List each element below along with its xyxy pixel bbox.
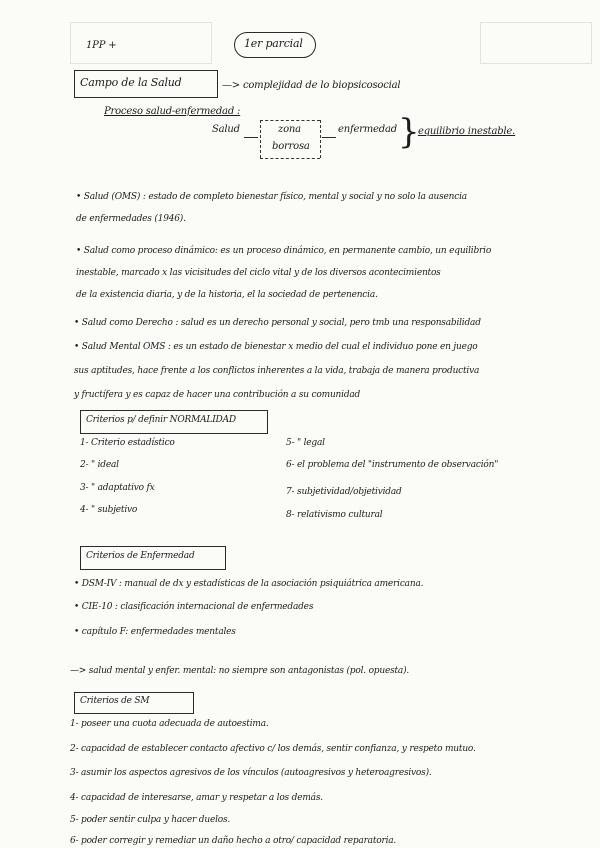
sm-item: 2- capacidad de establecer contacto afectivo c/ los demás, sentir confianza, y respeto mutuo. xyxy=(70,744,476,754)
sm-title: Criterios de SM xyxy=(80,696,150,706)
normalidad-item: 4- " subjetivo xyxy=(80,505,138,515)
diagram-borrosa: borrosa xyxy=(272,141,310,152)
sm-item: 5- poder sentir culpa y hacer duelos. xyxy=(70,815,231,825)
def-mental-line3: y fructífera y es capaz de hacer una contribución a su comunidad xyxy=(74,390,361,400)
sm-item: 3- asumir los aspectos agresivos de los vínculos (autoagresivos y heteroagresivos). xyxy=(70,768,432,778)
diagram-salud: Salud xyxy=(212,124,240,135)
normalidad-item: 2- " ideal xyxy=(80,460,119,470)
diagram-brace: } xyxy=(398,112,420,152)
section-subtitle: —> complejidad de lo biopsicosocial xyxy=(222,80,401,91)
enfermedad-note: —> salud mental y enfer. mental: no siempre son antagonistas (pol. opuesta). xyxy=(70,666,410,676)
diagram-box-right xyxy=(320,120,321,158)
def-dynamic-line3: de la existencia diaria, y de la historia, el la sociedad de pertenencia. xyxy=(76,290,378,300)
normalidad-item: 6- el problema del "instrumento de observación" xyxy=(286,460,499,470)
def-oms-line2: de enfermedades (1946). xyxy=(76,214,186,224)
diagram-line-left xyxy=(244,137,258,138)
diagram-line-right xyxy=(322,137,336,138)
section-title: Campo de la Salud xyxy=(80,76,182,89)
def-oms-line1: • Salud (OMS) : estado de completo bienestar físico, mental y social y no solo la ausencia xyxy=(76,192,467,202)
diagram-box-bottom xyxy=(260,158,320,159)
enfermedad-item: • CIE-10 : clasificación internacional de enfermedades xyxy=(74,602,314,612)
diagram-box-top xyxy=(260,120,320,121)
process-label: Proceso salud-enfermedad : xyxy=(104,106,241,117)
diagram-enfermedad: enfermedad xyxy=(338,124,397,135)
exam-label: 1er parcial xyxy=(244,37,303,50)
course-label: 1PP + xyxy=(86,40,117,51)
normalidad-title: Criterios p/ definir NORMALIDAD xyxy=(86,415,236,425)
normalidad-item: 5- " legal xyxy=(286,438,325,448)
enfermedad-item: • DSM-IV : manual de dx y estadísticas de la asociación psiquiátrica americana. xyxy=(74,579,424,589)
def-dynamic-line2: inestable, marcado x las vicisitudes del ciclo vital y de los diversos acontecimientos xyxy=(76,268,441,278)
normalidad-item: 7- subjetividad/objetividad xyxy=(286,487,402,497)
def-mental-line1: • Salud Mental OMS : es un estado de bienestar x medio del cual el individuo pone en juego xyxy=(74,342,478,352)
bleed-through-box-right xyxy=(480,22,592,64)
def-mental-line2: sus aptitudes, hace frente a los conflictos inherentes a la vida, trabaja de manera productiva xyxy=(74,366,480,376)
enfermedad-title: Criterios de Enfermedad xyxy=(86,551,195,561)
def-dynamic-line1: • Salud como proceso dinámico: es un proceso dinámico, en permanente cambio, un equilibrio xyxy=(76,246,492,256)
sm-item: 4- capacidad de interesarse, amar y respetar a los demás. xyxy=(70,793,323,803)
normalidad-item: 3- " adaptativo fx xyxy=(80,483,155,493)
def-right: • Salud como Derecho : salud es un derecho personal y social, pero tmb una responsabilidad xyxy=(74,318,481,328)
sm-item: 6- poder corregir y remediar un daño hecho a otro/ capacidad reparatoria. xyxy=(70,836,397,846)
enfermedad-item: • capítulo F: enfermedades mentales xyxy=(74,627,236,637)
diagram-zona: zona xyxy=(278,124,301,135)
normalidad-item: 1- Criterio estadístico xyxy=(80,438,175,448)
normalidad-item: 8- relativismo cultural xyxy=(286,510,383,520)
diagram-box-left xyxy=(260,120,261,158)
sm-item: 1- poseer una cuota adecuada de autoestima. xyxy=(70,719,269,729)
diagram-brace-note: equilibrio inestable. xyxy=(418,126,516,137)
